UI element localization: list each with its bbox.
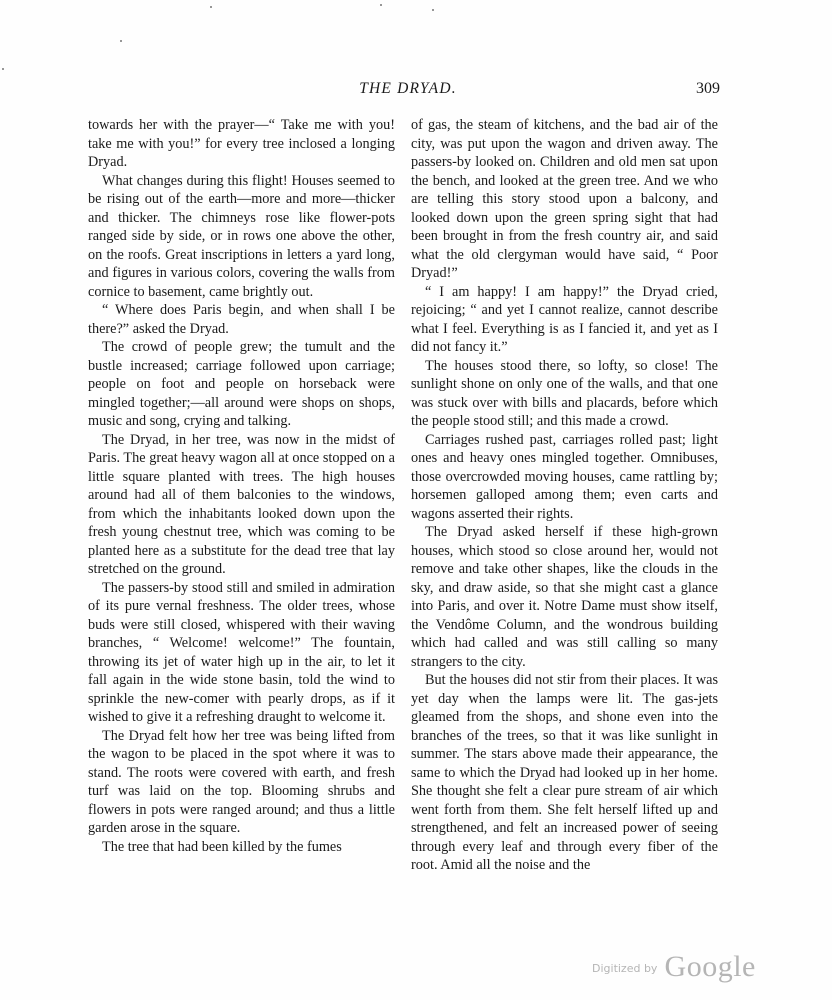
watermark-brand: Google [664,950,756,983]
paragraph: The houses stood there, so lofty, so close! The sunlight shone on only one of the walls, and that one was stuck over with bills and placards, before which the people stood still; and this made a crowd. [411,357,718,429]
scan-speck [210,6,212,8]
paragraph: The Dryad asked herself if these high-grown houses, which stood so close around her, would not remove and take other shapes, like the clouds in the sky, and draw aside, so that she might cast a glance into Paris, and over it. Notre Dame must show itself, the Vendôme Column, and the wondrous building which had called and was still calling so many strangers to the city. [411,524,718,670]
scan-speck [120,40,122,42]
running-title: THE DRYAD. [359,80,457,97]
paragraph: “ I am happy! I am happy!” the Dryad cried, rejoicing; “ and yet I cannot realize, cannot describe what I feel. Everything is as I fancied it, and yet as I did not fancy it.” [411,283,718,355]
page-header [88,80,728,104]
paragraph: of gas, the steam of kitchens, and the bad air of the city, was put upon the wagon and driven away. The passers-by looked on. Children and old men sat upon the bench, and looked at the green tree. And we who are telling this story stood upon a balcony, and looked down upon the green spring sight that had been brought in from the fresh country air, and said what the old clergyman would have said, “ Poor Dryad!” [411,117,718,281]
watermark-prefix: Digitized by [592,962,658,975]
paragraph: Carriages rushed past, carriages rolled past; light ones and heavy ones mingled together. Omnibuses, those overcrowded moving houses, came rattling by; horsemen galloped among them; even carts and wagons asserted their rights. [411,431,718,522]
paragraph: The passers-by stood still and smiled in admiration of its pure vernal freshness. The older trees, whose buds were still closed, whispered with their waving branches, “ Welcome! welcome!” The fountain, throwing its jet of water high up in the air, to let it fall again in the wide stone basin, told the wind to sprinkle the new-comer with pearly drops, as if it wished to give it a refreshing draught to welcome it. [88,579,395,725]
digitized-by-google-watermark [592,950,756,984]
paragraph: “ Where does Paris begin, and when shall I be there?” asked the Dryad. [88,302,395,337]
scan-speck [2,68,4,70]
paragraph: The crowd of people grew; the tumult and the bustle increased; carriage followed upon carriage; people on foot and people on horseback were mingled together;—all around were shops on shops, music and song, crying and talking. [88,339,395,429]
left-column [88,116,395,856]
paragraph: The Dryad, in her tree, was now in the midst of Paris. The great heavy wagon all at once stopped on a little square planted with trees. The high houses around had all of them balconies to the windows, from which the inhabitants looked down upon the fresh young chestnut tree, which was coming to be planted here as a substitute for the dead tree that lay stretched on the ground. [88,431,395,577]
scan-speck [380,4,382,6]
page-number: 309 [696,80,720,97]
right-column [411,116,718,875]
scan-speck [432,9,434,11]
paragraph: The tree that had been killed by the fumes [102,838,342,855]
paragraph: What changes during this flight! Houses seemed to be rising out of the earth—more and more—thicker and thicker. The chimneys rose like flower-pots ranged side by side, or in rows one above the other, on the roofs. Great inscriptions in letters a yard long, and figures in various colors, covering the walls from cornice to basement, came brightly out. [88,172,395,300]
paragraph: towards her with the prayer—“ Take me with you! take me with you!” for every tree inclosed a longing Dryad. [88,117,395,170]
paragraph: But the houses did not stir from their places. It was yet day when the lamps were lit. The gas-jets gleamed from the shops, and shone even into the branches of the trees, so that it was like sunlight in summer. The stars above made their appearance, the same to which the Dryad had looked up in her home. She thought she felt a clear pure stream of air which went forth from them. She felt herself lifted up and strengthened, and felt an increased power of seeing through every leaf and through every fiber of the root. Amid all the noise and the [411,672,718,873]
paragraph: The Dryad felt how her tree was being lifted from the wagon to be placed in the spot where it was to stand. The roots were covered with earth, and fresh turf was laid on the top. Blooming shrubs and flowers in pots were ranged around; and thus a little garden arose in the square. [88,727,395,836]
